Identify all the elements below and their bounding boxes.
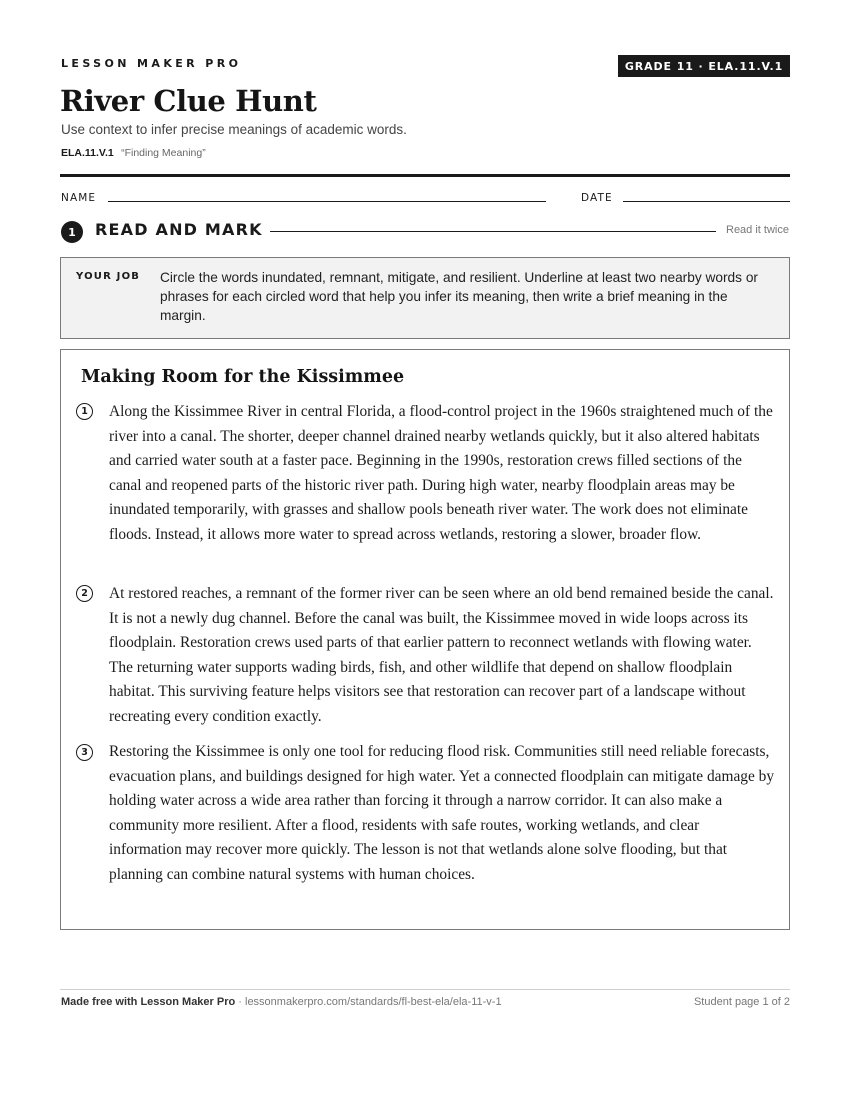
passage-title: Making Room for the Kissimmee (81, 367, 405, 387)
paragraph-1: Along the Kissimmee River in central Florida, a flood-control project in the 1960s straightened much of the river into a canal. The shorter, deeper channel drained nearby wetlands quickly, but it also altered habitats and carried water south at a faster pace. Beginning in the 1990s, restoration crews filled sections of the canal and reopened parts of the historic river path. During high water, nearby floodplain areas may be inundated temporarily, with grasses and shallow pools beneath river water. The work does not eliminate floods. Instead, it allows more water to spread across wetlands, restoring a slower, broader flow. (109, 403, 773, 543)
date-label: DATE (581, 192, 613, 204)
instructions-label: YOUR JOB (76, 271, 141, 282)
worksheet-subtitle: Use context to infer precise meanings of academic words. (61, 122, 407, 137)
page-indicator: Student page 1 of 2 (693, 996, 790, 1008)
section-number-badge: 1 (61, 221, 83, 243)
brand-name: LESSON MAKER PRO (61, 57, 242, 70)
standard-code: ELA.11.V.1 (61, 147, 114, 159)
footer-url[interactable]: · lessonmakerpro.com/standards/fl-best-ela/ela-11-v-1 (235, 996, 502, 1008)
section-divider (270, 231, 716, 232)
instructions-text: Circle the words inundated, remnant, mitigate, and resilient. Underline at least two nearby words or phrases for each circled word that help you infer its meaning, then write a brief meaning in the margin. (160, 270, 758, 323)
section-title: READ AND MARK (95, 220, 263, 239)
paragraph-2: At restored reaches, a remnant of the former river can be seen where an old bend remained beside the canal. It is not a newly dug channel. Before the canal was built, the Kissimmee moved in wide loops across its floodplain. Restoration crews used parts of that earlier pattern to reconnect wetlands with flowing water. The returning water supports wading birds, fish, and other wildlife that depend on shallow floodplain habitat. This surviving feature helps visitors see that restoration can recover part of a landscape without recreating every condition exactly. (109, 585, 774, 725)
standard-name: “Finding Meaning” (121, 147, 206, 159)
worksheet-title: River Clue Hunt (60, 84, 317, 118)
footer-credit (61, 996, 502, 1008)
standard-line (61, 147, 206, 159)
footer-divider (60, 989, 790, 990)
paragraph-number-1: 1 (76, 403, 93, 420)
reading-passage (60, 349, 790, 930)
grade-badge: GRADE 11 · ELA.11.V.1 (618, 55, 790, 77)
paragraph-number-2: 2 (76, 585, 93, 602)
footer-brand: Made free with Lesson Maker Pro (61, 996, 236, 1008)
date-field[interactable] (623, 201, 790, 202)
section-note: Read it twice (726, 224, 789, 236)
paragraph-number-3: 3 (76, 744, 93, 761)
paragraph-3: Restoring the Kissimmee is only one tool for reducing flood risk. Communities still need reliable forecasts, evacuation plans, and buildings designed for high water. Yet a connected floodplain can mitigate damage by holding water across a wide area rather than forcing it through a narrow corridor. It can also make a community more resilient. After a flood, residents with safe routes, working wetlands, and clear information may recover more quickly. The lesson is not that wetlands alone solve flooding, but that planning can combine natural systems with human choices. (109, 743, 775, 883)
instructions-box (60, 257, 790, 339)
name-label: NAME (61, 192, 97, 204)
header-divider (60, 174, 790, 177)
name-field[interactable] (108, 201, 546, 202)
